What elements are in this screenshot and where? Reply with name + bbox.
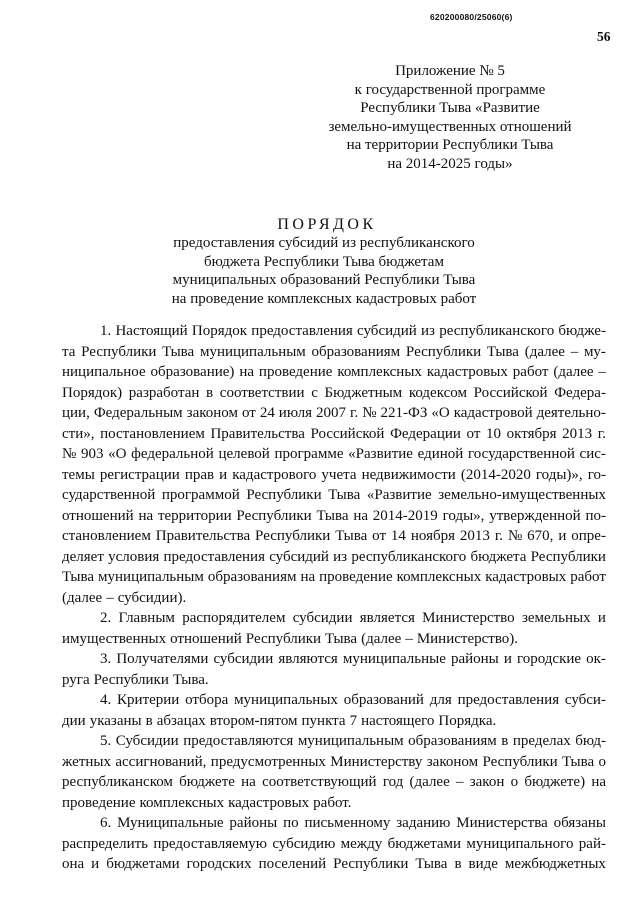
body-line: 2. Главным распорядителем субсидии является Министерство земельных и [100,610,606,626]
appendix-line: земельно-имущественных отношений [328,118,572,135]
body-line: ниципальное образование) на проведение комплексных кадастровых работ (далее – [62,364,606,380]
body-line: руга Республики Тыва. [62,671,209,688]
body-line: становлением Правительства Республики Тыва от 14 ноября 2013 г. № 670, и опре- [62,528,606,544]
appendix-line: Республики Тыва «Развитие [360,100,540,116]
body-line: (далее – субсидии). [62,589,187,606]
body-line: Тыва муниципальным образованиям на проведение комплексных кадастровых работ [62,569,606,585]
appendix-line: на территории Республики Тыва [346,137,554,153]
body-line: распределить предоставляемую субсидию между бюджетами муниципального рай- [62,835,606,852]
subtitle-line: бюджета Республики Тыва бюджетам [204,253,444,270]
subtitle-line: муниципальных образований Республики Тыва [172,272,476,288]
appendix-line: на 2014-2025 годы» [387,155,513,172]
body-line: имущественных отношений Республики Тыва (далее – Министерство). [62,630,519,647]
document-subtitle [0,234,640,308]
body-line: 3. Получателями субсидии являются муниципальные районы и городские ок- [100,651,606,667]
document-title: ПОРЯДОК [277,216,377,233]
body-line: 4. Критерии отбора муниципальных образований для предоставления субси- [100,692,606,708]
body-line: отношений на территории Республики Тыва на 2014-2019 годы», утвержденной по- [62,507,606,524]
page-number: 56 [597,29,611,44]
body-line: 1. Настоящий Порядок предоставления субсидий из республиканского бюдже- [100,323,606,339]
body-line: сударственной программой Республики Тыва «Развитие земельно-имущественных [62,487,606,503]
appendix-line: к государственной программе [354,81,546,98]
body-line: 6. Муниципальные районы по письменному заданию Министерства обязаны [100,815,606,831]
body-line: № 903 «О федеральной целевой программе «Развитие единой государственной сис- [62,446,606,462]
subtitle-line: на проведение комплексных кадастровых работ [171,290,477,307]
appendix-line: Приложение № 5 [395,63,505,79]
body-line: деляет условия предоставления субсидий из республиканского бюджета Республики [62,548,606,565]
body-line: 5. Субсидии предоставляются муниципальным образованиям в пределах бюд- [100,733,606,749]
body-line: она и бюджетами городских поселений Республики Тыва в виде межбюджетных [62,856,606,872]
subtitle-line: предоставления субсидий из республиканского [173,235,475,251]
body-line: темы регистрации прав и кадастрового учета недвижимости (2014-2020 годы)», го- [62,466,606,483]
body-line: ции, Федеральным законом от 24 июля 2007 г. № 221-ФЗ «О кадастровой деятельно- [62,405,606,421]
body-line: сти», постановлением Правительства Российской Федерации от 10 октября 2013 г. [62,425,606,442]
appendix-block [300,62,600,173]
body-line: республиканском бюджете на соответствующий год (далее – закон о бюджете) на [62,774,606,790]
body-line: Порядок) разработан в соответствии с Бюджетным кодексом Российской Федера- [62,384,606,401]
body-line: проведение комплексных кадастровых работ. [62,794,352,811]
body-line: жетных ассигнований, предусмотренных Министерству законом Республики Тыва о [62,753,606,770]
body-line: дии указаны в абзацах втором-пятом пункта 7 настоящего Порядка. [62,712,497,729]
document-body [62,321,606,875]
document-code: 620200080/25060(6) [430,12,513,22]
body-line: та Республики Тыва муниципальным образованиям Республики Тыва (далее – му- [62,343,606,360]
